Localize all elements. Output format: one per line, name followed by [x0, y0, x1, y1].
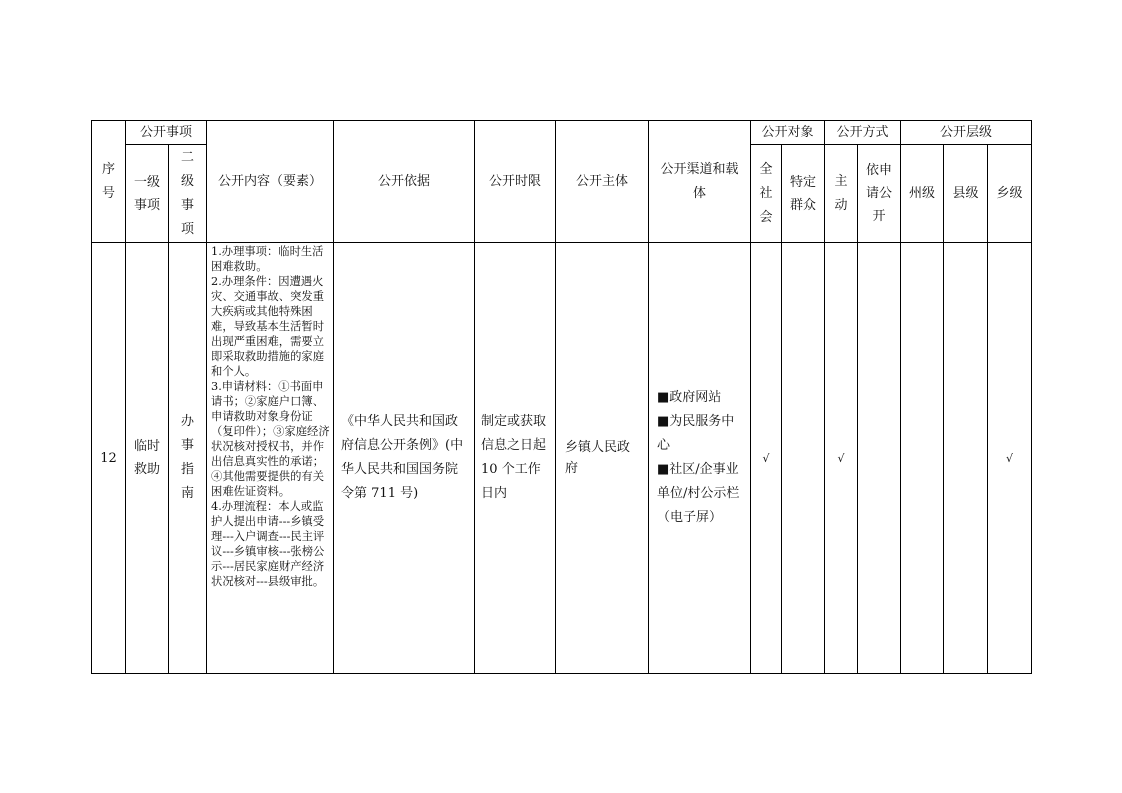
header-proactive: 主动: [825, 145, 858, 243]
header-specific-group: 特定群众: [782, 145, 825, 243]
header-time-limit: 公开时限: [475, 121, 556, 243]
channel-bulletin-board: ■社区/企事业单位/村公示栏（电子屏）: [657, 462, 740, 525]
channel-website: ■政府网站: [657, 390, 722, 405]
content-item: 1.办理事项：临时生活困难救助。: [211, 245, 324, 273]
channel-service-center: ■为民服务中心: [657, 414, 735, 453]
row-basis: 《中华人民共和国政府信息公开条例》(中华人民共和国国务院令第 711 号): [334, 243, 475, 674]
header-prefecture: 州级: [901, 145, 944, 243]
row-on-request-mark: [858, 243, 901, 674]
row-subject: 乡镇人民政府: [556, 243, 649, 674]
row-content: [207, 243, 334, 674]
row-township-mark: [988, 243, 1032, 674]
header-target-group: 公开对象: [751, 121, 825, 145]
disclosure-table: [91, 120, 1032, 674]
row-prefecture-mark: [901, 243, 944, 674]
header-on-request: 依申请公开: [858, 145, 901, 243]
header-level2: 二级事项: [169, 145, 207, 243]
row-whole-society-mark: [751, 243, 782, 674]
row-channel: [649, 243, 751, 674]
content-process: 4.办理流程：本人或监护人提出申请---乡镇受理---入户调查---民主评议---乡镇审核---张榜公示---居民家庭财产经济状况核对---县级审批。: [211, 500, 325, 588]
content-materials: 3.申请材料：①书面申请书；②家庭户口簿、申请救助对象身份证（复印件）；③家庭经济状况核对授权书，并作出信息真实性的承诺；④其他需要提供的有关困难佐证资料。: [211, 380, 330, 498]
header-level-group: 公开层级: [901, 121, 1032, 145]
row-time-limit: 制定或获取信息之日起 10 个工作日内: [475, 243, 556, 674]
header-whole-society: 全社会: [751, 145, 782, 243]
check-mark-icon: √: [762, 451, 770, 465]
row-seq: 12: [92, 243, 126, 674]
header-basis: 公开依据: [334, 121, 475, 243]
row-level1: 临时救助: [126, 243, 169, 674]
check-mark-icon: √: [1006, 451, 1014, 465]
header-row-1: [92, 121, 1032, 145]
row-specific-group-mark: [782, 243, 825, 674]
header-level1: 一级事项: [126, 145, 169, 243]
header-content: 公开内容（要素）: [207, 121, 334, 243]
row-level2: 办事指南: [169, 243, 207, 674]
header-items-group: 公开事项: [126, 121, 207, 145]
header-township: 乡级: [988, 145, 1032, 243]
header-seq: 序号: [92, 121, 126, 243]
table-row: [92, 243, 1032, 674]
content-condition: 2.办理条件：因遭遇火灾、交通事故、突发重大疾病或其他特殊困难，导致基本生活暂时出现严重困难，需要立即采取救助措施的家庭和个人。: [211, 275, 324, 378]
header-county: 县级: [944, 145, 988, 243]
header-method-group: 公开方式: [825, 121, 901, 145]
header-subject: 公开主体: [556, 121, 649, 243]
header-channel: 公开渠道和载体: [649, 121, 751, 243]
row-proactive-mark: [825, 243, 858, 674]
check-mark-icon: √: [837, 451, 845, 465]
row-county-mark: [944, 243, 988, 674]
